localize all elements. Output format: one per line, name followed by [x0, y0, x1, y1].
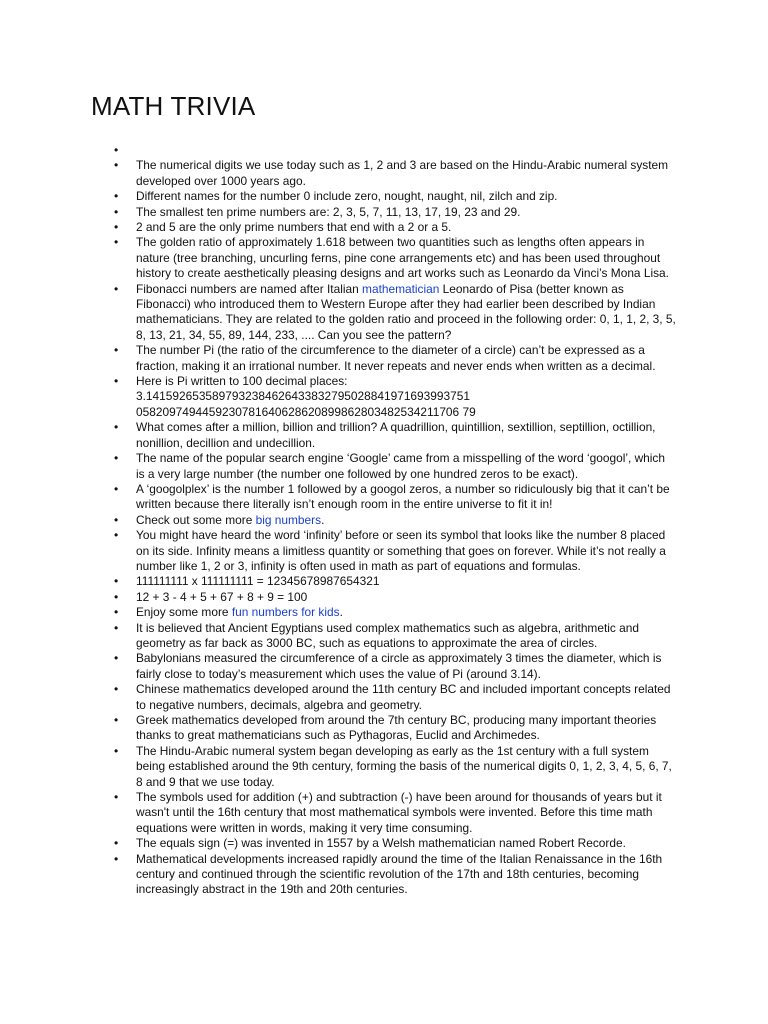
- list-item-text: Fibonacci numbers are named after Italian: [136, 281, 363, 296]
- list-item: [0, 482, 676, 513]
- list-item: [0, 528, 676, 574]
- list-item-text: The Hindu-Arabic numeral system began developing as early as the 1st century with a full system being established around the 9th century, forming the basis of the numerical digits 0, 1, 2, 3, 4, 5, 6, 7, 8 and 9 that we use today.: [136, 743, 672, 789]
- list-item-text: 2 and 5 are the only prime numbers that end with a 2 or a 5.: [136, 220, 452, 235]
- list-item-text: The number Pi (the ratio of the circumference to the diameter of a circle) can’t be expressed as a fraction, making it an irrational number. It never repeats and never ends when written as a decimal.: [136, 343, 656, 373]
- list-item-text: It is believed that Ancient Egyptians used complex mathematics such as algebra, arithmetic and geometry as far back as 3000 BC, such as equations to approximate the area of circles.: [136, 620, 639, 650]
- list-item: [0, 744, 676, 790]
- list-item-text: The golden ratio of approximately 1.618 between two quantities such as lengths often appears in nature (tree branching, uncurling ferns, pine cone arrangements etc) and has been used throughout history to create aesthetically pleasing designs and art works such as Leonardo da Vinci’s Mona Lisa.: [136, 235, 669, 281]
- list-item: [0, 235, 676, 281]
- list-item: [0, 158, 676, 189]
- list-item: [0, 451, 676, 482]
- list-item-text: Enjoy some more: [136, 605, 232, 620]
- inline-link[interactable]: mathematician: [362, 281, 440, 296]
- list-item: [0, 605, 676, 620]
- list-item: [0, 343, 676, 374]
- list-item: [0, 852, 676, 898]
- list-item: [0, 790, 676, 836]
- list-item-text: Here is Pi written to 100 decimal places: 3.1415926535897932384626433832795028841971693993751 0582097494459230781640628620899862803482534211706 79: [136, 374, 476, 419]
- list-item-text: Check out some more: [136, 512, 256, 527]
- page-title: MATH TRIVIA: [91, 91, 256, 121]
- list-item-text: Chinese mathematics developed around the 11th century BC and included important concepts related to negative numbers, decimals, algebra and geometry.: [136, 682, 671, 712]
- list-item-text: 12 + 3 - 4 + 5 + 67 + 8 + 9 = 100: [136, 589, 308, 604]
- list-item-text: .: [321, 512, 325, 527]
- list-item-text: Mathematical developments increased rapidly around the time of the Italian Renaissance in the 16th century and continued through the scientific revolution of the 17th and 18th centuries, becoming increasingly abstract in the 19th and 20th centuries.: [136, 851, 663, 897]
- list-item-text: 111111111 x 111111111 = 12345678987654321: [136, 574, 380, 589]
- list-item: [0, 220, 676, 235]
- list-item: [0, 651, 676, 682]
- list-item: [0, 513, 676, 528]
- inline-link[interactable]: big numbers: [255, 512, 322, 527]
- list-item: [0, 189, 676, 204]
- list-item: [0, 574, 676, 589]
- list-item: [0, 836, 676, 851]
- list-item: [0, 621, 676, 652]
- list-item: [0, 590, 676, 605]
- list-item-text: Babylonians measured the circumference of a circle as approximately 3 times the diameter, which is fairly close to today’s measurement which uses the value of Pi (around 3.14).: [136, 651, 662, 681]
- trivia-list: [0, 143, 768, 898]
- list-item-text: You might have heard the word ‘infinity’ before or seen its symbol that looks like the number 8 placed on its side. Infinity means a limitless quantity or something that goes on forever. While it’s not really a number like 1, 2 or 3, infinity is often used in math as part of equations and formulas.: [136, 528, 666, 573]
- list-item-text: Greek mathematics developed from around the 7th century BC, producing many important theories thanks to great mathematicians such as Pythagoras, Euclid and Archimedes.: [136, 713, 657, 743]
- list-item-text: The name of the popular search engine ‘Google’ came from a misspelling of the word ‘googol’, which is a very large number (the number one followed by one hundred zeros to be exact).: [136, 451, 665, 481]
- list-item: [0, 713, 676, 744]
- list-item: [0, 374, 676, 420]
- list-item-text: What comes after a million, billion and trillion? A quadrillion, quintillion, sextillion, septillion, octillion, nonillion, decillion and undecillion.: [136, 420, 656, 450]
- list-item-text: .: [339, 605, 343, 620]
- list-item-text: The numerical digits we use today such as 1, 2 and 3 are based on the Hindu-Arabic numeral system developed over 1000 years ago.: [136, 158, 669, 188]
- list-item-text: The symbols used for addition (+) and subtraction (-) have been around for thousands of years but it wasn't until the 16th century that most mathematical symbols were invented. Before this time math equations were written in words, making it very time consuming.: [136, 790, 662, 835]
- list-item: [0, 282, 676, 344]
- list-item-text: Leonardo of Pisa (better known as Fibonacci) who introduced them to Western Europe after they had earlier been described by Indian mathematicians. They are related to the golden ratio and proceed in the following order: 0, 1, 1, 2, 3, 5, 8, 13, 21, 34, 55, 89, 144, 233, .... Can you see the pattern?: [136, 281, 676, 342]
- list-item: [0, 420, 676, 451]
- inline-link[interactable]: fun numbers for kids: [231, 605, 340, 620]
- list-item-text: The equals sign (=) was invented in 1557 by a Welsh mathematician named Robert Recorde.: [136, 836, 626, 851]
- list-item: [0, 143, 676, 158]
- list-item: [0, 682, 676, 713]
- list-item-text: Different names for the number 0 include zero, nought, naught, nil, zilch and zip.: [136, 189, 558, 204]
- list-item: [0, 205, 676, 220]
- list-item-text: The smallest ten prime numbers are: 2, 3, 5, 7, 11, 13, 17, 19, 23 and 29.: [136, 204, 521, 219]
- list-item-text: A ‘googolplex’ is the number 1 followed by a googol zeros, a number so ridiculously big that it can’t be written because there literally isn’t enough room in the entire universe to fit it in!: [136, 481, 670, 512]
